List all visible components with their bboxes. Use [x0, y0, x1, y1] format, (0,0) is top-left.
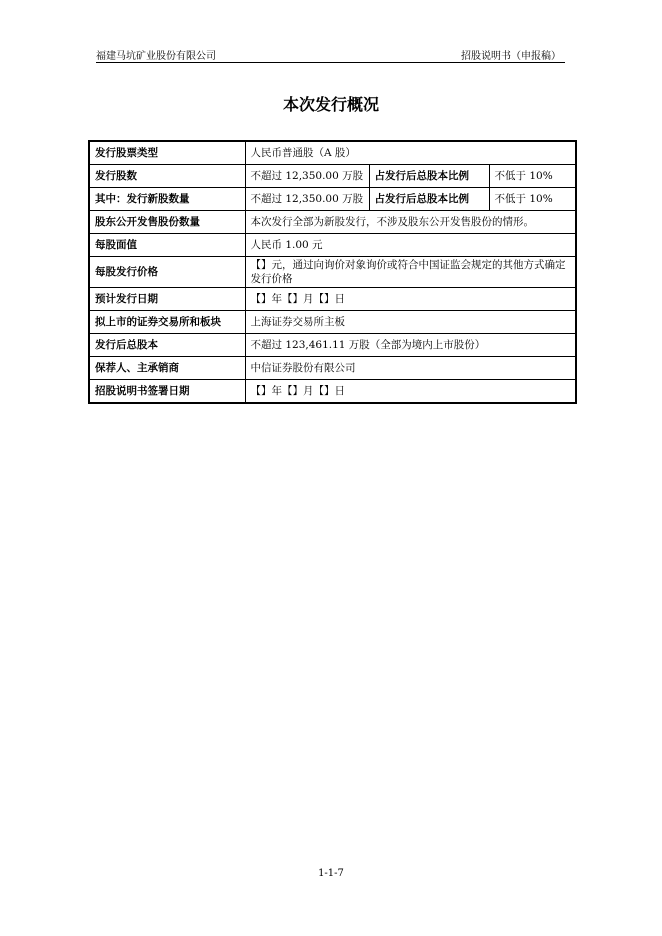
table-row [89, 188, 576, 211]
row-label: 发行股数 [89, 165, 245, 188]
row-label: 其中：发行新股数量 [89, 188, 245, 211]
row-label: 发行后总股本 [89, 334, 245, 357]
row-sublabel: 占发行后总股本比例 [369, 188, 489, 211]
row-value: 人民币普通股（A 股） [245, 141, 576, 165]
table-row [89, 257, 576, 288]
row-label: 预计发行日期 [89, 288, 245, 311]
row-label: 招股说明书签署日期 [89, 380, 245, 404]
header-doc-title: 招股说明书（申报稿） [461, 51, 561, 62]
row-sublabel: 占发行后总股本比例 [369, 165, 489, 188]
row-value: 不超过 12,350.00 万股 [245, 165, 369, 188]
row-value: 不超过 12,350.00 万股 [245, 188, 369, 211]
table-row [89, 288, 576, 311]
table-row [89, 380, 576, 404]
table-row [89, 165, 576, 188]
page-title: 本次发行概况 [282, 95, 379, 114]
table-row [89, 234, 576, 257]
row-value: 人民币 1.00 元 [245, 234, 576, 257]
table-row [89, 357, 576, 380]
row-label: 每股面值 [89, 234, 245, 257]
table-row [89, 141, 576, 165]
row-value: 不超过 123,461.11 万股（全部为境内上市股份） [245, 334, 576, 357]
row-value: 中信证券股份有限公司 [245, 357, 576, 380]
row-value: 本次发行全部为新股发行，不涉及股东公开发售股份的情形。 [245, 211, 576, 234]
row-label: 保荐人、主承销商 [89, 357, 245, 380]
row-subvalue: 不低于 10% [489, 165, 576, 188]
row-label: 每股发行价格 [89, 257, 245, 288]
row-subvalue: 不低于 10% [489, 188, 576, 211]
page-header [96, 44, 565, 63]
row-label: 拟上市的证券交易所和板块 [89, 311, 245, 334]
row-label: 发行股票类型 [89, 141, 245, 165]
row-value: 上海证券交易所主板 [245, 311, 576, 334]
header-company: 福建马坑矿业股份有限公司 [96, 51, 216, 62]
table-row [89, 334, 576, 357]
row-value: 【】年【】月【】日 [245, 288, 576, 311]
offering-summary-table [88, 140, 577, 404]
table-row [89, 211, 576, 234]
table-row [89, 311, 576, 334]
page-number: 1-1-7 [318, 868, 344, 879]
row-label: 股东公开发售股份数量 [89, 211, 245, 234]
row-value: 【】元，通过向询价对象询价或符合中国证监会规定的其他方式确定发行价格 [245, 257, 576, 288]
row-value: 【】年【】月【】日 [245, 380, 576, 404]
